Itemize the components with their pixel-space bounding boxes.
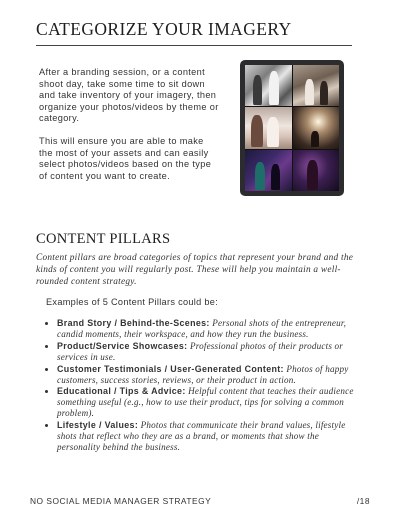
content-pillars-heading: CONTENT PILLARS bbox=[36, 231, 171, 247]
pillar-title: Product/Service Showcases: bbox=[57, 340, 188, 351]
pillar-description: Professional photos of their products or services in use. bbox=[57, 340, 344, 362]
pillar-title: Educational / Tips & Advice: bbox=[57, 386, 186, 397]
page-number: /18 bbox=[356, 496, 370, 506]
intro-paragraph-2: This will ensure you are able to make the most of your assets and can easily select photos/videos based on the type of content you want to create. bbox=[39, 135, 212, 181]
pillar-title: Lifestyle / Values: bbox=[57, 420, 139, 431]
page-title: CATEGORIZE YOUR IMAGERY bbox=[36, 19, 292, 39]
list-item bbox=[57, 364, 357, 386]
intro-text bbox=[39, 67, 219, 193]
pillar-description: Photos that communicate their brand values, lifestyle shots that reflect who they are as a brand, or moments that show the personality behind the business. bbox=[57, 420, 346, 452]
photo-bw-group bbox=[245, 65, 292, 106]
photo-night-event bbox=[245, 150, 292, 191]
pillar-description: Helpful content that teaches their audience something useful (e.g., how to use their product, tips for solving a common problem). bbox=[57, 386, 354, 419]
title-divider bbox=[36, 45, 352, 46]
tablet-mockup bbox=[240, 60, 344, 196]
list-item bbox=[57, 341, 357, 363]
pillar-title: Brand Story / Behind-the-Scenes: bbox=[57, 318, 210, 328]
intro-paragraph-1: After a branding session, or a content shoot day, take some time to sit down and take inventory of your imagery, then organize your photos/videos by theme or category. bbox=[39, 67, 219, 124]
photo-purple-lights bbox=[293, 150, 340, 191]
list-item bbox=[57, 318, 357, 340]
pillar-description: Personal shots of the entrepreneur, candid moments, their workspace, and how they run the business. bbox=[57, 318, 347, 339]
pillar-description: Photos of happy customers, success stories, reviews, or their product in action. bbox=[57, 363, 349, 385]
photo-grid bbox=[245, 65, 339, 191]
content-pillars-description: Content pillars are broad categories of topics that represent your brand and the kinds of content you will regularly post. These will help you maintain a well-rounded content strategy. bbox=[36, 253, 354, 287]
photo-portrait-women bbox=[245, 107, 292, 148]
footer-text: NO SOCIAL MEDIA MANAGER STRATEGY bbox=[30, 496, 212, 506]
examples-intro: Examples of 5 Content Pillars could be: bbox=[46, 297, 219, 307]
list-item bbox=[57, 386, 357, 419]
list-item bbox=[57, 420, 357, 453]
photo-event-stage bbox=[293, 107, 340, 148]
photo-wedding-scene bbox=[293, 65, 340, 106]
content-pillars-list bbox=[44, 318, 357, 454]
pillar-title: Customer Testimonials / User-Generated Content: bbox=[57, 363, 284, 374]
